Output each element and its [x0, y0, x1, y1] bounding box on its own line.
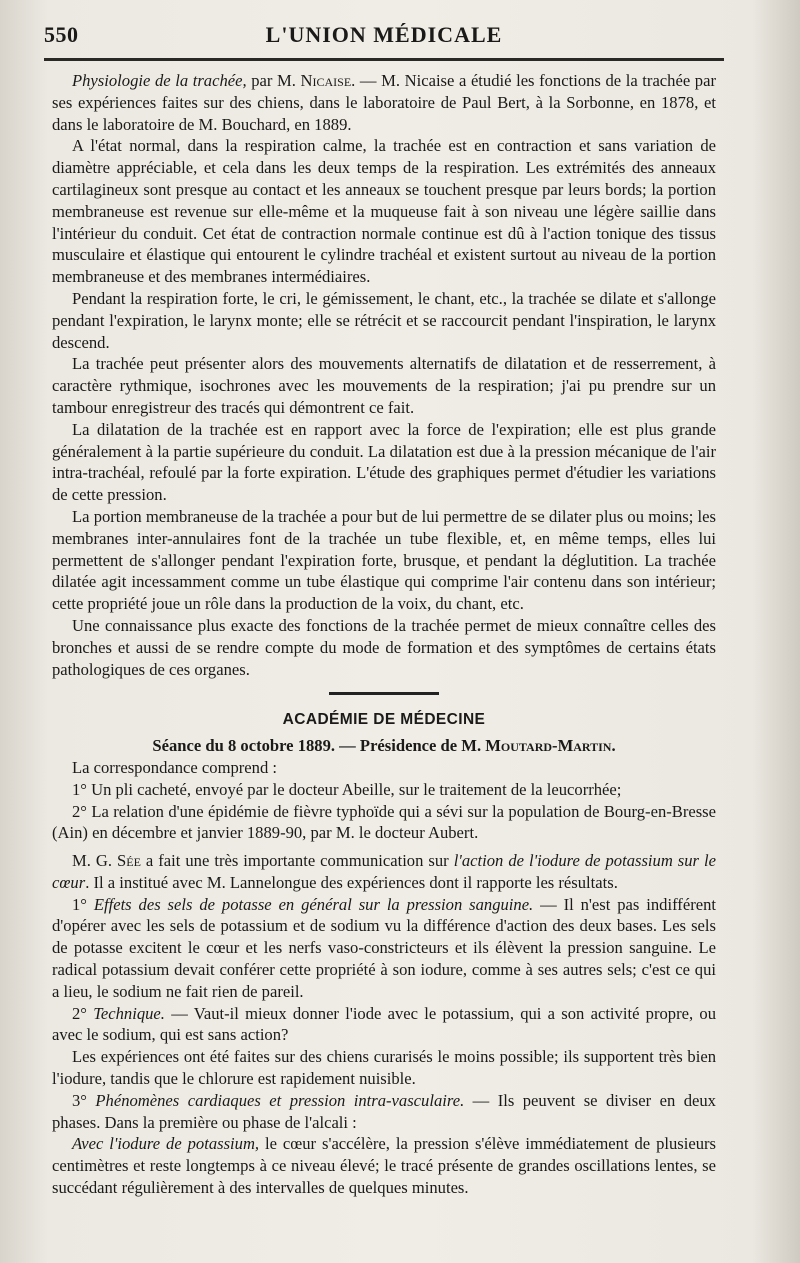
- section-heading: Phénomènes cardiaques et pression intra-vasculaire.: [95, 1090, 465, 1110]
- article-by: par M.: [246, 71, 301, 90]
- section-text: — Il n'est pas indifférent d'opérer avec les sels de potassium et de sodium vu la différence d'action des deux bases. Les sels de potasse excitent le cœur et les nerfs vaso-constricteurs et ils élèvent la pression sanguine. Le radical potassium devait conférer cette propriété à son iodure, comme à ses autres sels; c'est ce qui a lieu, le sodium ne fait rien de pareil.: [52, 894, 716, 1001]
- seance-president: Moutard-Martin: [485, 736, 612, 756]
- article-lead-text: . — M. Nicaise a étudié les fonctions de la trachée par ses expériences faites sur des chiens, dans le laboratoire de Paul Bert, à la Sorbonne, en 1878, et dans le laboratoire de M. Bouchard, en 1889.: [52, 71, 716, 134]
- page-number: 550: [44, 22, 79, 47]
- subsection-text: le cœur s'accélère, la pression s'élève immédiatement de plusieurs centimètres et reste longtemps à ce niveau élevé; le tracé présente de grandes oscillations lentes, se succédant régulièrement à des intervalles de quelques minutes.: [52, 1134, 716, 1198]
- text-column: [52, 70, 716, 1199]
- section-text: — Ils peuvent se diviser en deux phases. Dans la première ou phase de l'alcali :: [52, 1090, 716, 1132]
- paragraph: A l'état normal, dans la respiration calme, la trachée est en contraction et sans variation de diamètre appréciable, et cela dans les deux temps de la respiration. Les extrémités des anneaux cartilagineux sont presque au contact et les anneaux se touchent presque par leurs bords; la portion membraneuse est revenue sur elle-même et la muqueuse fait à son niveau une légère saillie dans l'intérieur du conduit. Cet état de contraction normale continue est dû à l'action tonique des tissus musculaire et élastique qui entourent le cylindre trachéal et existent surtout au niveau de la portion membraneuse et des membranes intermédiaires.: [52, 136, 716, 287]
- article-author: Nicaise: [300, 71, 352, 90]
- section-heading: Effets des sels de potasse en général sur la pression sanguine.: [93, 894, 534, 914]
- section-separator: [329, 692, 439, 695]
- communication-topic: l'action de l'iodure de potassium sur le cœur: [52, 851, 716, 892]
- paragraph: La dilatation de la trachée est en rapport avec la force de l'expiration; elle est plus grande généralement à la partie supérieure du conduit. La dilatation est due à la pression mécanique de l'air intra-trachéal, refoulé par la forte expiration. L'étude des graphiques permet d'étudier les variations de cette pression.: [52, 419, 716, 505]
- correspondance-item: 2° La relation d'une épidémie de fièvre typhoïde qui a sévi sur la population de Bourg-en-Bresse (Ain) en décembre et janvier 1889-90, par M. le docteur Aubert.: [52, 801, 716, 843]
- seance-suffix: .: [611, 736, 616, 756]
- section-text: — Vaut-il mieux donner l'iode avec le potassium, qui a son activité propre, ou avec le sodium, qui est sans action?: [52, 1003, 716, 1045]
- numbered-section: [52, 1090, 716, 1134]
- numbered-section: [52, 1003, 716, 1047]
- communication-author: M. G. Sée: [72, 851, 141, 871]
- paragraph: La portion membraneuse de la trachée a pour but de lui permettre de se dilater plus ou moins; les membranes inter-annulaires font de la trachée un tube flexible, et, en même temps, elles lui permettent de s'allonger pendant l'expiration forte, brusque, et pendant la déglutition. La trachée dilatée agit incessamment comme un tube élastique qui comprime l'air contenu dans son intérieur; cette propriété joue un rôle dans la production de la voix, du chant, etc.: [52, 506, 716, 614]
- subsection-heading: Avec l'iodure de potassium,: [72, 1134, 260, 1154]
- page-header: [44, 22, 724, 56]
- correspondance-item: 1° Un pli cacheté, envoyé par le docteur Abeille, sur le traitement de la leucorrhée;: [72, 779, 622, 799]
- paragraph: Les expériences ont été faites sur des chiens curarisés le moins possible; ils supportent très bien l'iodure, tandis que le chlorure est rapidement nuisible.: [52, 1047, 716, 1089]
- communication-paragraph: [52, 850, 716, 894]
- section-number: 1°: [72, 894, 94, 914]
- numbered-section: [52, 894, 716, 1003]
- article-lead-paragraph: [52, 70, 716, 135]
- seance-prefix: Séance du 8 octobre 1889. — Présidence de M.: [152, 736, 486, 756]
- communication-intro: a fait une très importante communication sur: [140, 851, 454, 871]
- correspondance-heading: La correspondance comprend :: [72, 757, 278, 777]
- section-number: 2°: [72, 1003, 94, 1023]
- running-title: L'UNION MÉDICALE: [265, 22, 503, 47]
- paragraph: Une connaissance plus exacte des fonctions de la trachée permet de mieux connaître celles des bronches et aussi de se rendre compte du mode de formation et des symptômes de certains états pathologiques de ces organes.: [52, 615, 716, 679]
- seance-line: [52, 735, 716, 757]
- article-title: Physiologie de la trachée,: [72, 71, 247, 90]
- paragraph: Pendant la respiration forte, le cri, le gémissement, le chant, etc., la trachée se dilate et s'allonge pendant l'expiration, le larynx monte; elle se rétrécit et se raccourcit pendant l'inspiration, le larynx descend.: [52, 288, 716, 352]
- communication-rest: . Il a institué avec M. Lannelongue des expériences dont il rapporte les résultats.: [85, 872, 618, 892]
- paragraph: [52, 1133, 716, 1198]
- section-title: ACADÉMIE DE MÉDECINE: [282, 711, 486, 729]
- paragraph: La trachée peut présenter alors des mouvements alternatifs de dilatation et de resserrement, à caractère rythmique, isochrones avec les mouvements de la respiration; j'ai pu prendre sur un tambour enregistreur des tracés qui démontrent ce fait.: [52, 354, 716, 417]
- section-heading: Technique.: [93, 1003, 165, 1023]
- header-rule: [44, 58, 724, 61]
- section-number: 3°: [72, 1090, 96, 1110]
